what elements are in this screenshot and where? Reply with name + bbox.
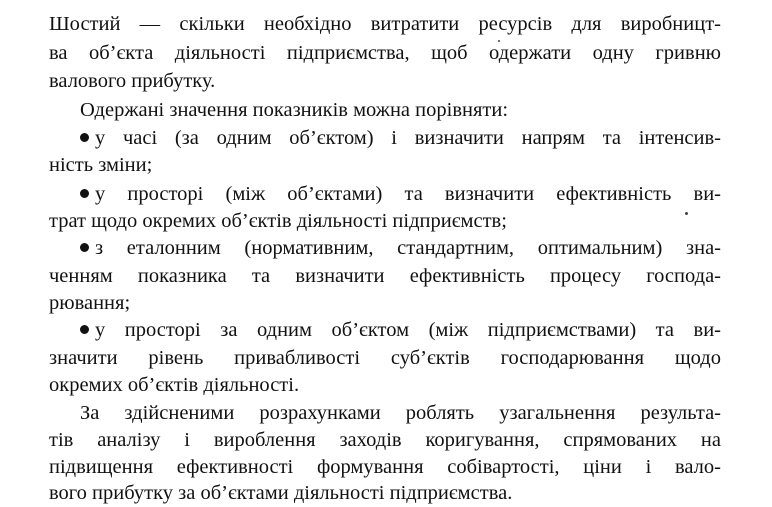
bullet-3-line-1: з еталонним (нормативним, стандартним, оптимальним) зна- <box>80 236 721 261</box>
bullet-dot <box>80 243 89 252</box>
bullet-dot <box>80 189 89 198</box>
text-line-3: валового прибутку. <box>49 70 216 92</box>
text-line-4: Одержані значення показників можна порівняти: <box>80 99 509 121</box>
bullet-4-line-2: значити рівень привабливості суб’єктів господарювання щодо <box>49 347 721 369</box>
bullet-4-line-3: окремих об’єктів діяльності. <box>49 374 300 396</box>
scan-speck <box>498 40 500 42</box>
text-line-17: підвищення ефективності формування собівартості, ціни і вало- <box>49 456 721 478</box>
text-line-18: вого прибутку за об’єктами діяльності підприємства. <box>49 482 513 504</box>
bullet-dot <box>80 325 89 334</box>
bullet-1-line-1: у часі (за одним об’єктом) і визначити напрям та інтенсив- <box>80 126 721 151</box>
bullet-2-line-2: трат щодо окремих об’єктів діяльності підприємств; <box>49 210 507 232</box>
bullet-dot <box>80 133 89 142</box>
scan-speck <box>685 212 688 215</box>
text-line-1: Шостий — скільки необхідно витратити ресурсів для виробницт- <box>49 13 721 35</box>
bullet-3-line-3: рювання; <box>49 292 131 314</box>
bullet-2-line-1: у просторі (між об’єктами) та визначити ефективність ви- <box>80 182 721 207</box>
text-line-15: За здійсненими розрахунками роблять узагальнення результа- <box>80 402 721 424</box>
bullet-1-line-2: ність зміни; <box>49 154 153 176</box>
bullet-3-line-2: ченням показника та визначити ефективність процесу господа- <box>49 265 721 287</box>
bullet-4-line-1: у просторі за одним об’єктом (між підприємствами) та ви- <box>80 318 721 343</box>
text-line-16: тів аналізу і вироблення заходів коригування, спрямованих на <box>49 429 721 451</box>
text-line-2: ва об’єкта діяльності підприємства, щоб одержати одну гривню <box>49 42 721 64</box>
